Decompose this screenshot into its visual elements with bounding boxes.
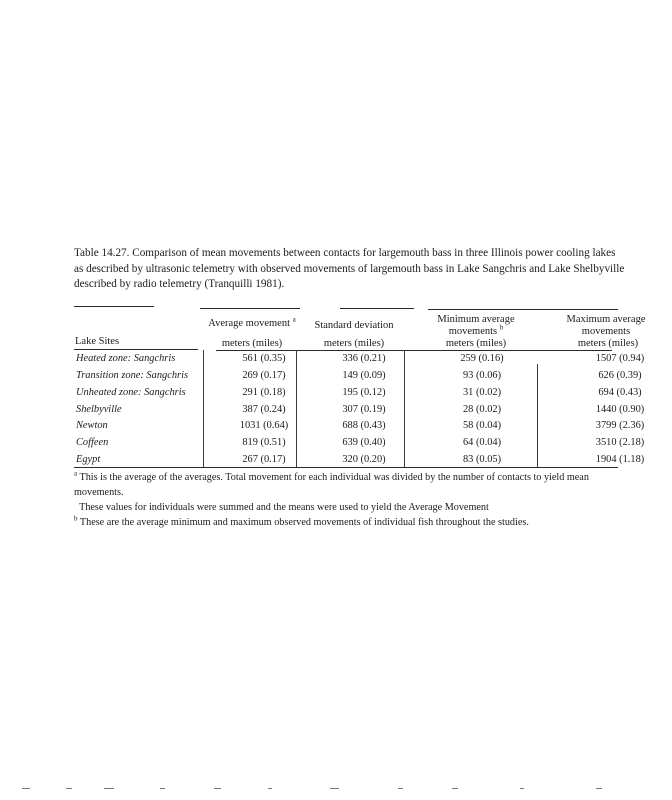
table-row: Egypt 267 (0.17) 320 (0.20) 83 (0.05) 1904 (1.18) — [76, 454, 645, 465]
footnotes — [74, 470, 634, 530]
header-sd-units: meters (miles) — [323, 338, 385, 349]
header-rule-site — [74, 349, 198, 350]
top-rule-minmax — [428, 309, 618, 310]
header-max-units: meters (miles) — [577, 338, 639, 349]
top-rule-avg-sd — [200, 308, 300, 309]
table-row: Shelbyville 387 (0.24) 307 (0.19) 28 (0.02) 1440 (0.90) — [76, 404, 645, 415]
header-min-units: meters (miles) — [445, 338, 507, 349]
footnote-b: $^b$ These are the average minimum and maximum observed movements of individual fish throughout the studies. — [74, 514, 529, 528]
table-row: Heated zone: Sangchris 561 (0.35) 336 (0.21) 259 (0.16) 1507 (0.94) — [76, 353, 645, 364]
table-row: Newton 1031 (0.64) 688 (0.43) 58 (0.04) 3799 (2.36) — [76, 420, 645, 431]
column-divider — [404, 350, 405, 468]
table-row: Coffeen 819 (0.51) 639 (0.40) 64 (0.04) 3510 (2.18) — [76, 437, 645, 448]
footnote-a-extra: These values for individuals were summed and the means were used to yield the Average Movement — [79, 502, 489, 513]
column-divider — [537, 364, 538, 468]
top-rule-sd — [340, 308, 414, 309]
header-sd: Standard deviation — [314, 320, 394, 331]
header-avg: Average movement $^a$ — [208, 315, 296, 329]
caption-line-2: as described by ultrasonic telemetry with observed movements of largemouth bass in Lake Sangchris and Lake Shelbyville — [74, 262, 625, 275]
caption-line-1: Table 14.27. Comparison of mean movements between contacts for largemouth bass in three Illinois power cooling lakes — [74, 247, 616, 259]
table-caption — [74, 246, 634, 293]
column-divider — [203, 350, 204, 468]
table-row: Transition zone: Sangchris 269 (0.17) 149 (0.09) 93 (0.06) 626 (0.39) — [76, 370, 642, 381]
scan-noise — [0, 784, 618, 794]
column-divider — [296, 350, 297, 468]
top-rule-site — [74, 306, 154, 307]
header-max: Maximum average movements — [566, 314, 646, 337]
footnote-a-cont: movements. — [74, 487, 124, 498]
caption-line-3: described by radio telemetry (Tranquilli 1981). — [74, 278, 285, 290]
header-avg-units: meters (miles) — [221, 338, 283, 349]
table-row: Unheated zone: Sangchris 291 (0.18) 195 (0.12) 31 (0.02) 694 (0.43) — [76, 387, 642, 398]
header-min: Minimum average movements $^b$ — [437, 314, 515, 337]
table-bottom-rule — [74, 467, 618, 468]
header-site: Lake Sites — [75, 336, 120, 347]
footnote-a: $^a$ This is the average of the averages. Total movement for each individual was divided by the number of contacts to yield mean — [74, 469, 589, 483]
